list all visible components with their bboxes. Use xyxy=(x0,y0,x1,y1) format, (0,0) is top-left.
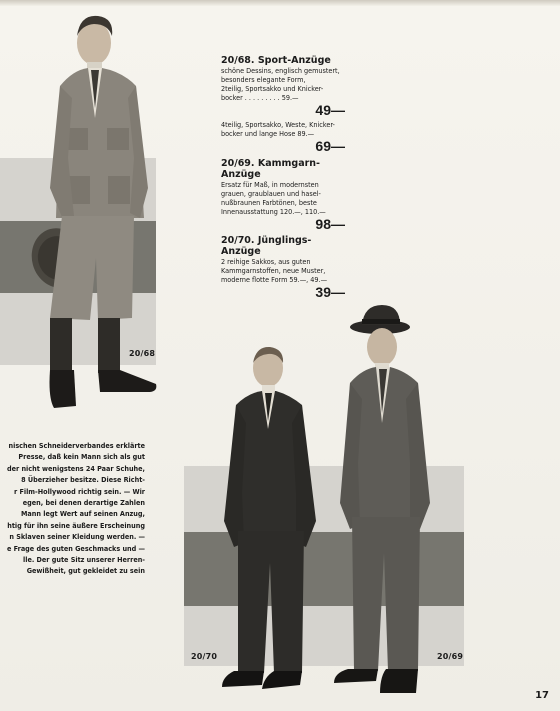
worsted-suit-figure xyxy=(332,303,444,698)
offer-line: grauen, graublauen und hasel- xyxy=(221,189,321,198)
offer-youth-suits xyxy=(221,235,345,300)
offer-description xyxy=(221,180,345,216)
article-line: der nicht wenigstens 24 Paar Schuhe, xyxy=(7,463,145,473)
article-line: 8 Überzieher besitze. Diese Richt- xyxy=(21,475,145,485)
article-line: Mann legt Wert auf seinen Anzug, xyxy=(20,509,145,519)
offer-line: moderne flotte Form 59.—, 49.— xyxy=(221,275,328,284)
offer-line: Ersatz für Maß, in modernsten xyxy=(221,180,319,189)
offer-line: besonders elegante Form, xyxy=(221,75,306,84)
offer-line: bocker . . . . . . . . . 59.— xyxy=(221,93,299,102)
offer-line: 2teilig, Sportsakko und Knicker- xyxy=(221,84,324,93)
article-line: Gewißheit, gut gekleidet zu sein xyxy=(26,566,145,576)
article-text xyxy=(0,440,145,577)
offer-description xyxy=(221,66,345,102)
offer-worsted-suits xyxy=(221,158,345,232)
article-line: egen, bei denen derartige Zahlen xyxy=(22,498,145,508)
offer-line: bocker und lange Hose 89.— xyxy=(221,129,315,138)
offer-line: schöne Dessins, englisch gemustert, xyxy=(221,66,340,75)
caption-20-68: 20/68 xyxy=(129,349,156,358)
page-edge-shadow xyxy=(0,0,560,6)
offer-line: nußbraunen Farbtönen, beste xyxy=(221,198,317,207)
article-line: e Frage des guten Geschmacks und — xyxy=(7,543,145,553)
offer-price: 49— xyxy=(315,102,345,118)
offer-title: 20/69. Kammgarn-Anzüge xyxy=(221,158,320,180)
offer-line: 4teilig, Sportsakko, Weste, Knicker- xyxy=(221,120,335,129)
caption-20-69: 20/69 xyxy=(437,652,464,661)
offer-sport-suits xyxy=(221,55,345,154)
offer-line: 2 reihige Sakkos, aus guten xyxy=(221,257,311,266)
offer-title: 20/70. Jünglings-Anzüge xyxy=(221,235,312,257)
offer-title: 20/68. Sport-Anzüge xyxy=(221,55,331,66)
offer-description xyxy=(221,120,345,138)
offer-price: 69— xyxy=(315,138,345,154)
youth-suit-figure xyxy=(220,343,326,698)
page-number: 17 xyxy=(535,690,549,701)
caption-20-70: 20/70 xyxy=(191,652,218,661)
offer-line: Kammgarnstoffen, neue Muster, xyxy=(221,266,326,275)
article-line: lle. Der gute Sitz unserer Herren- xyxy=(23,555,145,565)
offer-price: 39— xyxy=(315,284,345,300)
article-line: r Film-Hollywood richtig sein. — Wir xyxy=(14,486,145,496)
article-line: n Sklaven seiner Kleidung werden. — xyxy=(9,532,145,542)
offer-description xyxy=(221,257,345,284)
article-line: Presse, daß kein Mann sich als gut xyxy=(18,452,145,462)
offer-line: Innenausstattung 120.—, 110.— xyxy=(221,207,326,216)
article-line: nischen Schneiderverbandes erklärte xyxy=(8,441,145,450)
article-line: htig für ihn seine äußere Erscheinung xyxy=(7,520,145,530)
offer-price: 98— xyxy=(315,216,345,232)
